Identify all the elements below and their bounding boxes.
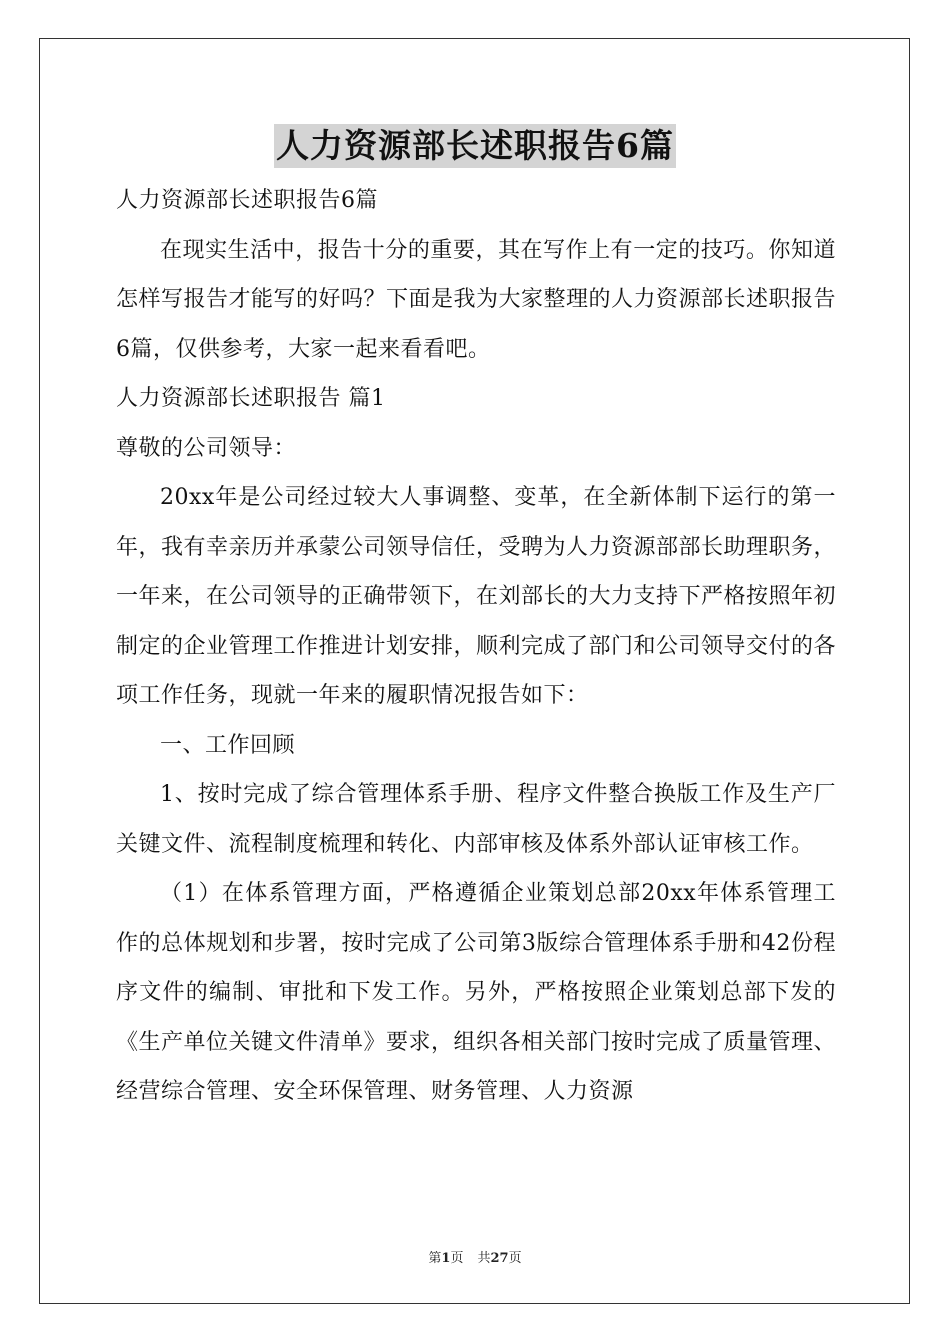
section-heading: 人力资源部长述职报告 篇1 [116, 386, 386, 411]
total-pages: 27 [490, 1251, 509, 1266]
salutation: 尊敬的公司领导： [116, 435, 297, 461]
document-body [116, 176, 836, 1117]
subheading-work-review: 一、工作回顾 [160, 732, 296, 758]
body-paragraph: 1、按时完成了综合管理体系手册、程序文件整合换版工作及生产厂关键文件、流程制度梳理和转化、内部审核及体系外部认证审核工作。 [116, 782, 836, 857]
body-paragraph: （1）在体系管理方面，严格遵循企业策划总部20xx年体系管理工作的总体规划和步署，按时完成了公司第3版综合管理体系手册和42份程序文件的编制、审批和下发工作。另外，严格按照企业策划总部下发的《生产单位关键文件清单》要求，组织各相关部门按时完成了质量管理、经营综合管理、安全环保管理、财务管理、人力资源 [116, 881, 837, 1104]
document-title [0, 124, 950, 168]
subtitle-line: 人力资源部长述职报告6篇 [116, 188, 378, 213]
document-title-text: 人力资源部长述职报告6篇 [274, 124, 676, 168]
body-paragraph: 20xx年是公司经过较大人事调整、变革，在全新体制下运行的第一年，我有幸亲历并承蒙公司领导信任，受聘为人力资源部部长助理职务，一年来，在公司领导的正确带领下，在刘部长的大力支持下严格按照年初制定的企业管理工作推进计划安排，顺利完成了部门和公司领导交付的各项工作任务，现就一年来的履职情况报告如下： [116, 485, 837, 708]
page-suffix: 页 [450, 1251, 464, 1266]
total-suffix: 页 [508, 1251, 522, 1266]
intro-paragraph: 在现实生活中，报告十分的重要，其在写作上有一定的技巧。你知道怎样写报告才能写的好吗？下面是我为大家整理的人力资源部长述职报告6篇，仅供参考，大家一起来看看吧。 [116, 237, 837, 362]
page-number: 1 [441, 1251, 451, 1266]
page-prefix: 第 [428, 1251, 442, 1266]
page-footer [0, 1247, 950, 1266]
total-prefix: 共 [477, 1251, 491, 1266]
